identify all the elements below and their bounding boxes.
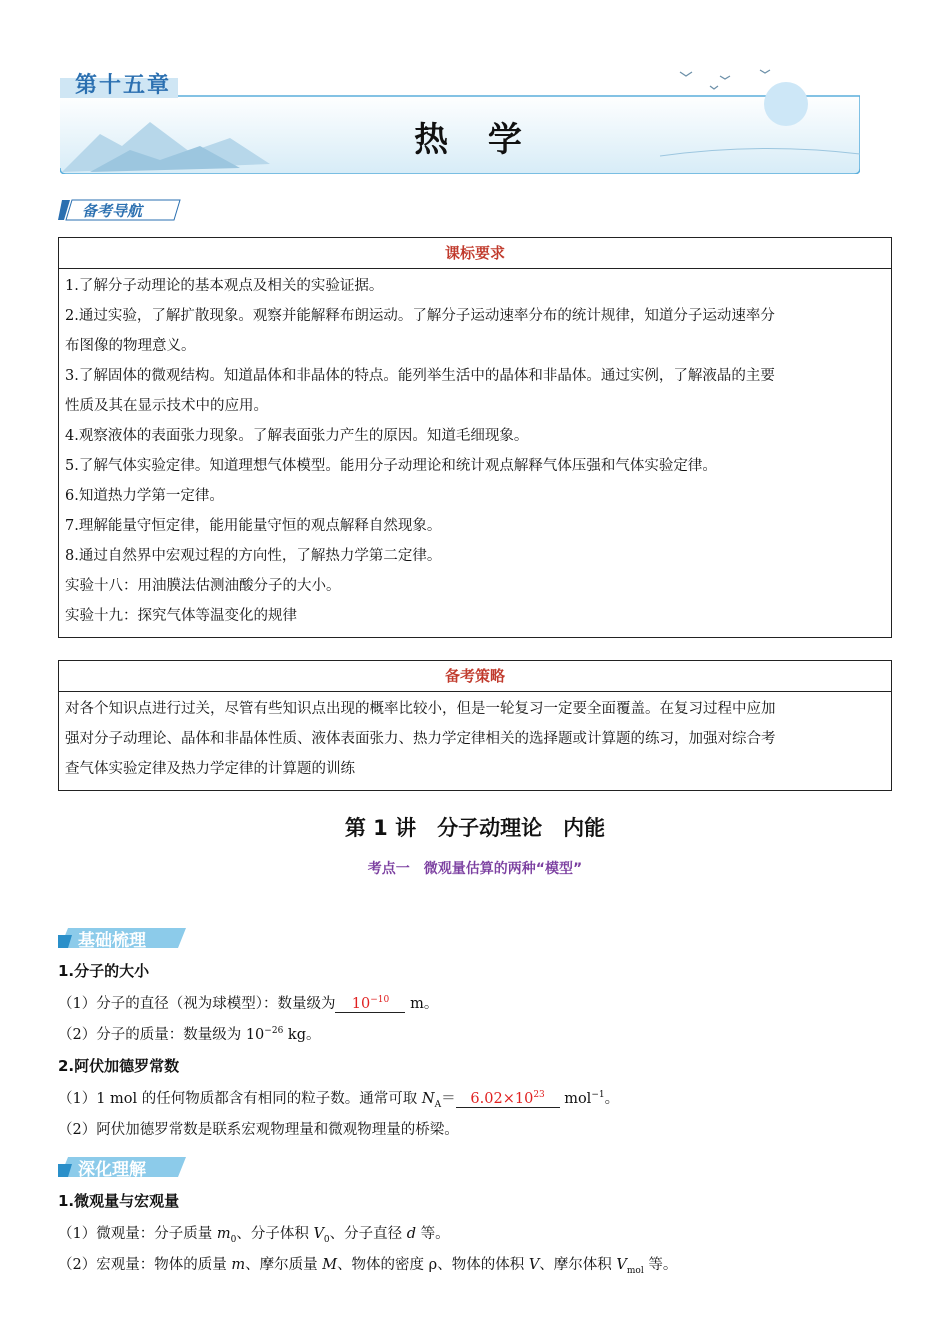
list-item: 7.理解能量守恒定律，能用能量守恒的观点解释自然现象。: [65, 518, 442, 534]
symbol: d: [406, 1226, 417, 1242]
list-item: 实验十九：探究气体等温变化的规律: [65, 608, 297, 624]
list-item: 4.观察液体的表面张力现象。了解表面张力产生的原因。知道毛细现象。: [65, 428, 529, 444]
curriculum-box: [58, 237, 892, 638]
text-span: （2）分子的质量：数量级为 10: [58, 1027, 265, 1043]
symbol: N: [421, 1091, 435, 1107]
text-line: （2）阿伏加德罗常数是联系宏观物理量和微观物理量的桥梁。: [58, 1122, 459, 1138]
strategy-line: 对各个知识点进行过关，尽管有些知识点出现的概率比较小，但是一轮复习一定要全面覆盖。在复习过程中应加: [65, 701, 776, 717]
curriculum-header: 课标要求: [59, 238, 891, 269]
list-item: 性质及其在显示技术中的应用。: [65, 398, 268, 414]
symbol: V: [616, 1257, 627, 1273]
text-line: [58, 1253, 677, 1276]
text-line: [58, 992, 438, 1013]
answer-exponent: 23: [533, 1090, 545, 1101]
subscript: 0: [323, 1234, 330, 1245]
symbol: m: [231, 1257, 246, 1273]
subheading: 2.阿伏加德罗常数: [58, 1057, 180, 1075]
exponent: −26: [264, 1026, 284, 1037]
list-item: 1.了解分子动理论的基本观点及相关的实验证据。: [65, 278, 384, 294]
strategy-header: 备考策略: [59, 661, 891, 692]
basic-section-tag: [58, 925, 188, 951]
list-item: 3.了解固体的微观结构。知道晶体和非晶体的特点。能列举生活中的晶体和非晶体。通过实例，了解液晶的主要: [65, 368, 775, 384]
deep-section-tag: [58, 1154, 188, 1180]
subheading: 1.分子的大小: [58, 962, 150, 980]
exam-nav-tag: [58, 198, 188, 222]
list-item: 5.了解气体实验定律。知道理想气体模型。能用分子动理论和统计观点解释气体压强和气体实验定律。: [65, 458, 717, 474]
lecture-title: 第 1 讲 分子动理论 内能: [344, 816, 606, 840]
curriculum-body: [59, 269, 891, 637]
symbol: V: [313, 1226, 324, 1242]
text-span: 。: [604, 1091, 620, 1107]
answer-blank: [456, 1090, 560, 1108]
text-span: 等。: [416, 1226, 450, 1242]
text-span: kg。: [283, 1027, 321, 1043]
list-item: 8.通过自然界中宏观过程的方向性，了解热力学第二定律。: [65, 548, 442, 564]
chapter-label: 第十五章: [75, 73, 172, 98]
text-span: 、摩尔质量: [245, 1257, 323, 1273]
text-span: m。: [405, 996, 439, 1012]
text-span: 、物体的密度 ρ、物体的体积: [337, 1257, 529, 1273]
text-line: [58, 1023, 320, 1044]
subheading: 1.微观量与宏观量: [58, 1192, 180, 1210]
deep-section-label: 深化理解: [78, 1160, 146, 1180]
answer-text: 10: [351, 996, 371, 1012]
basic-section-label: 基础梳理: [78, 931, 146, 951]
text-span: （1）1 mol 的任何物质都含有相同的粒子数。通常可取: [58, 1091, 422, 1107]
chapter-title: 热 学: [414, 120, 536, 160]
strategy-body: [59, 692, 891, 790]
symbol: m: [216, 1226, 231, 1242]
answer-text: 6.02×10: [470, 1091, 534, 1107]
answer-blank: [335, 995, 405, 1013]
text-span: mol: [559, 1091, 592, 1107]
list-item: 2.通过实验，了解扩散现象。观察并能解释布朗运动。了解分子运动速率分布的统计规律，知道分子运动速率分: [65, 308, 775, 324]
text-line: [58, 1087, 619, 1110]
subscript: mol: [626, 1265, 644, 1276]
text-span: 等。: [643, 1257, 678, 1273]
exam-nav-label: 备考导航: [82, 202, 143, 220]
text-line: [58, 1222, 450, 1245]
text-span: （2）宏观量：物体的质量: [58, 1257, 232, 1273]
text-span: （1）微观量：分子质量: [58, 1226, 217, 1242]
exponent: −1: [591, 1090, 605, 1101]
list-item: 布图像的物理意义。: [65, 338, 196, 354]
strategy-line: 查气体实验定律及热力学定律的计算题的训练: [65, 761, 355, 777]
strategy-line: 强对分子动理论、晶体和非晶体性质、液体表面张力、热力学定律相关的选择题或计算题的练习，加强对综合考: [65, 731, 776, 747]
text-span: 、摩尔体积: [539, 1257, 617, 1273]
text-span: ＝: [441, 1091, 456, 1107]
subscript: A: [434, 1099, 442, 1110]
list-item: 6.知道热力学第一定律。: [65, 488, 224, 504]
subscript: 0: [230, 1234, 237, 1245]
strategy-box: [58, 660, 892, 791]
text-span: （1）分子的直径（视为球模型）：数量级为: [58, 996, 336, 1012]
topic-heading: 考点一 微观量估算的两种“模型”: [367, 861, 583, 877]
list-item: 实验十八：用油膜法估测油酸分子的大小。: [65, 578, 341, 594]
symbol: V: [528, 1257, 540, 1273]
answer-exponent: −10: [370, 995, 390, 1006]
text-span: 、分子直径: [329, 1226, 407, 1242]
symbol: M: [322, 1257, 338, 1273]
text-span: 、分子体积: [236, 1226, 314, 1242]
